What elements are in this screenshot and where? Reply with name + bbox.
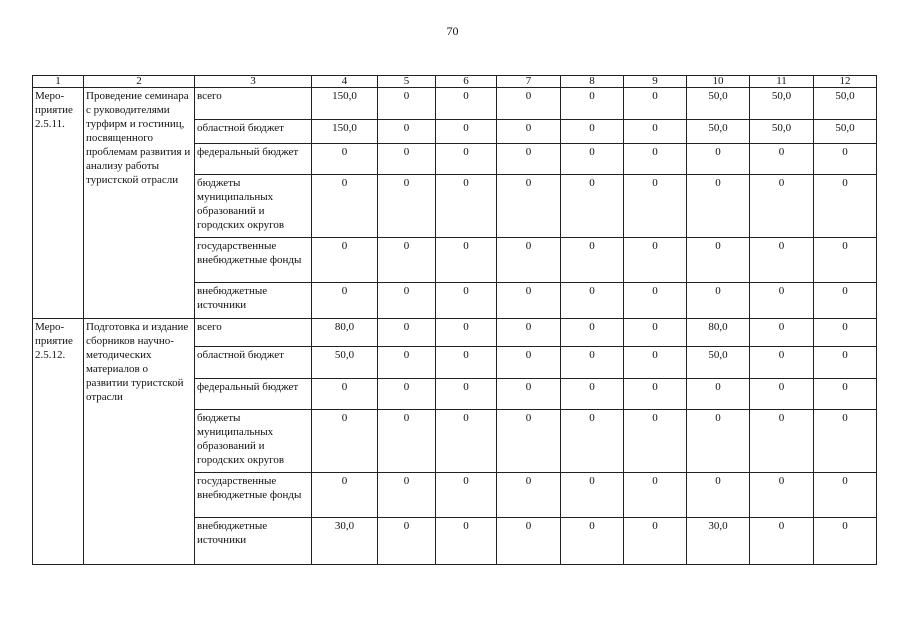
amount-cell: 0 [312, 410, 378, 473]
amount-cell: 0 [497, 379, 561, 410]
amount-cell: 0 [436, 175, 497, 238]
amount-cell: 0 [497, 120, 561, 144]
amount-cell: 0 [624, 120, 687, 144]
amount-cell: 0 [378, 88, 436, 120]
amount-cell: 0 [561, 473, 624, 518]
funding-source: всего [195, 319, 312, 347]
amount-cell: 0 [436, 120, 497, 144]
amount-cell: 0 [312, 238, 378, 283]
amount-cell: 0 [687, 410, 750, 473]
amount-cell: 0 [497, 88, 561, 120]
funding-source: областной бюджет [195, 347, 312, 379]
funding-source: всего [195, 88, 312, 120]
table-body [33, 88, 877, 565]
amount-cell: 0 [561, 518, 624, 565]
amount-cell: 0 [750, 518, 814, 565]
column-header: 7 [497, 76, 561, 88]
amount-cell: 0 [561, 175, 624, 238]
amount-cell: 0 [814, 238, 877, 283]
amount-cell: 0 [624, 175, 687, 238]
amount-cell: 50,0 [312, 347, 378, 379]
amount-cell: 80,0 [687, 319, 750, 347]
amount-cell: 50,0 [750, 88, 814, 120]
amount-cell: 0 [497, 283, 561, 319]
column-header: 1 [33, 76, 84, 88]
amount-cell: 50,0 [814, 120, 877, 144]
amount-cell: 0 [436, 238, 497, 283]
amount-cell: 0 [624, 238, 687, 283]
amount-cell: 0 [312, 473, 378, 518]
column-header: 10 [687, 76, 750, 88]
amount-cell: 0 [378, 175, 436, 238]
amount-cell: 0 [312, 144, 378, 175]
amount-cell: 0 [624, 88, 687, 120]
amount-cell: 0 [687, 175, 750, 238]
page-number: 70 [446, 24, 459, 38]
amount-cell: 0 [687, 379, 750, 410]
amount-cell: 0 [436, 144, 497, 175]
amount-cell: 0 [750, 473, 814, 518]
amount-cell: 0 [436, 88, 497, 120]
amount-cell: 30,0 [687, 518, 750, 565]
amount-cell: 50,0 [814, 88, 877, 120]
amount-cell: 0 [561, 379, 624, 410]
amount-cell: 0 [497, 473, 561, 518]
amount-cell: 150,0 [312, 120, 378, 144]
amount-cell: 0 [750, 379, 814, 410]
column-header: 3 [195, 76, 312, 88]
amount-cell: 0 [378, 410, 436, 473]
amount-cell: 0 [814, 518, 877, 565]
amount-cell: 0 [312, 175, 378, 238]
amount-cell: 0 [436, 347, 497, 379]
amount-cell: 0 [378, 238, 436, 283]
amount-cell: 30,0 [312, 518, 378, 565]
header-row [33, 76, 877, 88]
amount-cell: 0 [814, 473, 877, 518]
amount-cell: 0 [687, 144, 750, 175]
amount-cell: 0 [561, 88, 624, 120]
amount-cell: 0 [750, 283, 814, 319]
amount-cell: 0 [497, 144, 561, 175]
column-header: 6 [436, 76, 497, 88]
amount-cell: 0 [436, 283, 497, 319]
amount-cell: 0 [814, 175, 877, 238]
amount-cell: 0 [814, 379, 877, 410]
amount-cell: 0 [750, 238, 814, 283]
funding-source: бюджеты муниципальных образований и городских округов [195, 175, 312, 238]
amount-cell: 50,0 [687, 88, 750, 120]
amount-cell: 0 [436, 473, 497, 518]
amount-cell: 0 [378, 120, 436, 144]
table-row [33, 319, 877, 347]
funding-source: государственные внебюджетные фонды [195, 473, 312, 518]
amount-cell: 0 [814, 319, 877, 347]
amount-cell: 0 [814, 410, 877, 473]
amount-cell: 0 [750, 144, 814, 175]
amount-cell: 0 [497, 238, 561, 283]
table-row [33, 88, 877, 120]
amount-cell: 0 [436, 379, 497, 410]
amount-cell: 0 [378, 518, 436, 565]
funding-source: внебюджетные источники [195, 283, 312, 319]
amount-cell: 0 [378, 144, 436, 175]
amount-cell: 0 [624, 283, 687, 319]
amount-cell: 0 [497, 518, 561, 565]
column-header: 5 [378, 76, 436, 88]
amount-cell: 0 [378, 347, 436, 379]
amount-cell: 0 [624, 379, 687, 410]
amount-cell: 0 [814, 347, 877, 379]
column-header: 9 [624, 76, 687, 88]
column-header: 11 [750, 76, 814, 88]
amount-cell: 50,0 [750, 120, 814, 144]
amount-cell: 0 [436, 319, 497, 347]
amount-cell: 0 [378, 319, 436, 347]
amount-cell: 0 [378, 379, 436, 410]
amount-cell: 0 [378, 473, 436, 518]
column-header: 12 [814, 76, 877, 88]
amount-cell: 0 [312, 379, 378, 410]
amount-cell: 0 [750, 347, 814, 379]
amount-cell: 0 [436, 518, 497, 565]
amount-cell: 0 [561, 347, 624, 379]
amount-cell: 0 [624, 518, 687, 565]
amount-cell: 0 [436, 410, 497, 473]
event-code: Меро-приятие 2.5.12. [33, 319, 84, 565]
amount-cell: 0 [687, 283, 750, 319]
amount-cell: 0 [814, 144, 877, 175]
event-title: Подготовка и издание сборников научно-методических материалов о развитии туристской отрасли [84, 319, 195, 565]
amount-cell: 0 [312, 283, 378, 319]
amount-cell: 0 [561, 120, 624, 144]
amount-cell: 0 [561, 238, 624, 283]
funding-source: федеральный бюджет [195, 379, 312, 410]
amount-cell: 0 [497, 410, 561, 473]
amount-cell: 0 [750, 175, 814, 238]
column-header: 2 [84, 76, 195, 88]
amount-cell: 80,0 [312, 319, 378, 347]
amount-cell: 0 [624, 473, 687, 518]
funding-source: бюджеты муниципальных образований и городских округов [195, 410, 312, 473]
amount-cell: 50,0 [687, 120, 750, 144]
amount-cell: 0 [687, 238, 750, 283]
amount-cell: 0 [497, 319, 561, 347]
amount-cell: 0 [378, 283, 436, 319]
funding-source: внебюджетные источники [195, 518, 312, 565]
amount-cell: 0 [561, 319, 624, 347]
event-code: Меро-приятие 2.5.11. [33, 88, 84, 319]
amount-cell: 0 [497, 347, 561, 379]
funding-source: государственные внебюджетные фонды [195, 238, 312, 283]
column-header: 8 [561, 76, 624, 88]
event-title: Проведение семинара с руководителями турфирм и гостиниц, посвященного проблемам развития и анализу работы туристской отрасли [84, 88, 195, 319]
amount-cell: 0 [561, 283, 624, 319]
budget-table [32, 75, 877, 565]
funding-source: областной бюджет [195, 120, 312, 144]
amount-cell: 0 [750, 410, 814, 473]
column-header: 4 [312, 76, 378, 88]
funding-source: федеральный бюджет [195, 144, 312, 175]
amount-cell: 0 [624, 410, 687, 473]
amount-cell: 0 [750, 319, 814, 347]
amount-cell: 150,0 [312, 88, 378, 120]
amount-cell: 0 [624, 319, 687, 347]
amount-cell: 0 [561, 144, 624, 175]
amount-cell: 0 [624, 144, 687, 175]
amount-cell: 50,0 [687, 347, 750, 379]
amount-cell: 0 [561, 410, 624, 473]
amount-cell: 0 [687, 473, 750, 518]
amount-cell: 0 [624, 347, 687, 379]
amount-cell: 0 [814, 283, 877, 319]
amount-cell: 0 [497, 175, 561, 238]
